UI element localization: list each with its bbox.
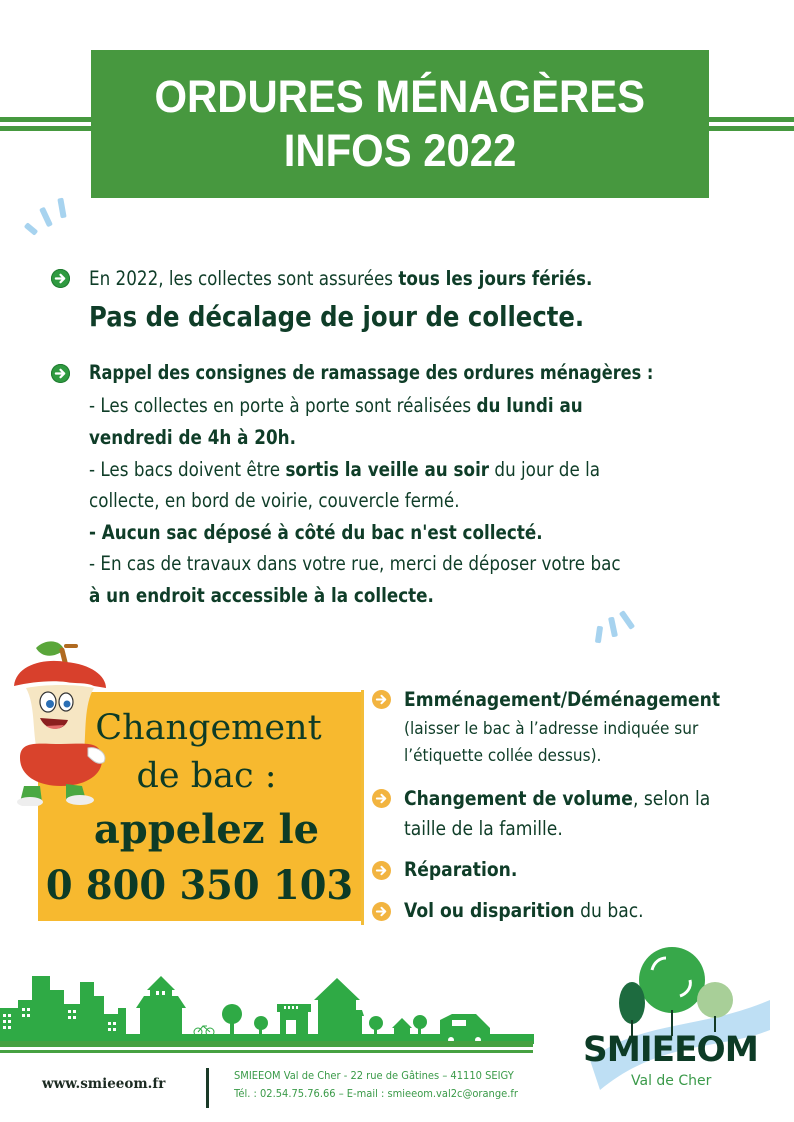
orange-arrow-circle-icon: [372, 902, 391, 921]
ground-line: [0, 1041, 533, 1047]
header-line-right-top: [709, 117, 794, 122]
header-line-right-bottom: [709, 126, 794, 131]
city-skyline-icon: [0, 968, 534, 1044]
orange-arrow-circle-icon: [372, 789, 391, 808]
title-line-1: ORDURES MÉNAGÈRES: [154, 71, 646, 122]
title-banner: [91, 50, 709, 198]
section2-line6: - En cas de travaux dans votre rue, merci de déposer votre bac: [89, 552, 621, 575]
reason-4-title: Vol ou disparition du bac.: [404, 899, 644, 922]
reason-1-sub1: (laisser le bac à l’adresse indiquée sur: [404, 719, 699, 739]
section2-line3: - Les bacs doivent être sortis la veille au soir du jour de la: [89, 458, 601, 481]
orange-arrow-circle-icon: [372, 861, 391, 880]
callout-line2: de bac :: [136, 756, 277, 796]
apple-core-mascot-icon: [6, 636, 116, 806]
callout-phone[interactable]: 0 800 350 103: [45, 862, 354, 909]
reason-2-sub1: taille de la famille.: [404, 817, 563, 840]
title-line-2: INFOS 2022: [283, 125, 517, 176]
green-arrow-circle-icon: [51, 364, 70, 383]
footer-divider: [206, 1068, 209, 1108]
section1-line1: En 2022, les collectes sont assurées tous les jours fériés.: [89, 267, 593, 290]
reason-1-sub2: l’étiquette collée dessus).: [404, 746, 602, 766]
logo-subtitle: Val de Cher: [631, 1073, 712, 1089]
website-link[interactable]: www.smieeom.fr: [42, 1076, 166, 1092]
footer-contact: Tél. : 02.54.75.76.66 – E-mail : smieeom.val2c@orange.fr: [234, 1087, 518, 1100]
section2-line4: collecte, en bord de voirie, couvercle fermé.: [89, 489, 460, 512]
reason-3-title: Réparation.: [404, 858, 518, 881]
green-arrow-circle-icon: [51, 269, 70, 288]
callout-line3: appelez le: [93, 806, 320, 853]
footer-address: SMIEEOM Val de Cher - 22 rue de Gâtines – 41110 SEIGY: [234, 1069, 514, 1082]
header-line-left-bottom: [0, 126, 91, 131]
orange-arrow-circle-icon: [372, 690, 391, 709]
callout-line1: Changement: [95, 708, 322, 748]
section2-heading: Rappel des consignes de ramassage des ordures ménagères :: [89, 361, 654, 384]
reason-1-title: Emménagement/Déménagement: [404, 688, 721, 711]
section2-line2: vendredi de 4h à 20h.: [89, 426, 296, 449]
section2-line7: à un endroit accessible à la collecte.: [89, 584, 434, 607]
section2-line5: - Aucun sac déposé à côté du bac n'est collecté.: [89, 521, 543, 544]
reason-2-title: Changement de volume, selon la: [404, 787, 711, 810]
divider: [361, 690, 364, 925]
header-line-left-top: [0, 117, 91, 122]
section1-headline: Pas de décalage de jour de collecte.: [89, 300, 585, 333]
ground-line: [0, 1050, 533, 1053]
section2-line1: - Les collectes en porte à porte sont réalisées du lundi au: [89, 394, 583, 417]
logo-name: SMIEEOM: [583, 1030, 758, 1070]
